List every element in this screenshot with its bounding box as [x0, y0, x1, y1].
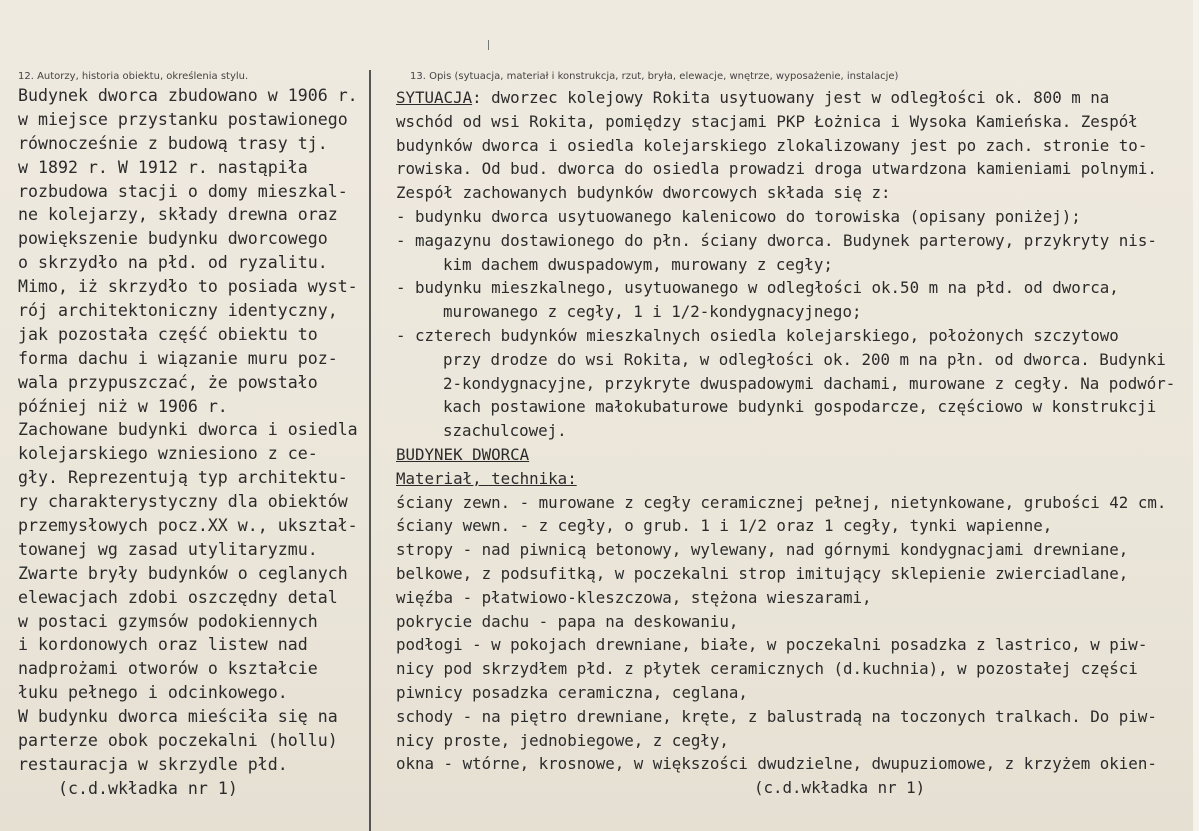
text-line: w postaci gzymsów podokiennych — [18, 611, 318, 631]
text-line: murowanego z cegły, 1 i 1/2-kondygnacyjnego; — [443, 302, 862, 322]
text-line: ściany wewn. - z cegły, o grub. 1 i 1/2 oraz 1 cegły, tynki wapienne, — [396, 516, 1053, 536]
text-line: stropy - nad piwnicą betonowy, wylewany, nad górnymi kondygnacjami drewniane, — [396, 540, 1129, 560]
text-line: - czterech budynków mieszkalnych osiedla kolejarskiego, położonych szczytowo — [396, 325, 1119, 345]
text-line: ściany zewn. - murowane z cegły ceramicznej pełnej, nietynkowane, grubości 42 cm. — [396, 492, 1167, 512]
text-line: pokrycie dachu - papa na deskowaniu, — [396, 611, 739, 631]
left-column-text — [18, 84, 363, 777]
residential-building-item — [396, 276, 1186, 300]
text-line: o skrzydło na płd. od ryzalitu. — [18, 253, 328, 273]
text-line: W budynku dworca mieściła się na — [18, 707, 338, 727]
settlement-buildings-continuation — [396, 348, 1186, 443]
left-continuation-note: (c.d.wkładka nr 1) — [58, 778, 238, 798]
text-line: parterze obok poczekalni (hollu) — [18, 731, 338, 751]
text-line: 2-kondygnacyjne, przykryte dwuspadowymi dachami, murowane z cegły. Na podwór- — [443, 373, 1176, 393]
text-line: jak pozostała część obiektu to — [18, 324, 318, 344]
warehouse-continuation — [396, 253, 1186, 277]
text-line: - budynku mieszkalnego, usytuowanego w odległości ok.50 m na płd. od dworca, — [396, 278, 1119, 298]
text-line: nicy pod skrzydłem płd. z płytek ceramicznych (d.kuchnia), w pozostałej części — [396, 659, 1138, 679]
text-line: restauracja w skrzydle płd. — [18, 754, 288, 774]
text-line: Zachowane budynki dworca i osiedla — [18, 420, 358, 440]
text-line: Zespół zachowanych budynków dworcowych składa się z: — [396, 183, 891, 203]
left-column — [18, 84, 363, 801]
text-line: w 1892 r. W 1912 r. nastąpiła — [18, 157, 308, 177]
text-line: szachulcowej. — [443, 421, 567, 441]
text-line: rój architektoniczny identyczny, — [18, 301, 338, 321]
text-line: przy drodze do wsi Rokita, w odległości ok. 200 m na płn. od dworca. Budynki — [443, 349, 1166, 369]
text-line: elewacjach zdobi oszczędny detal — [18, 587, 338, 607]
text-line: Mimo, iż skrzydło to posiada wyst- — [18, 277, 358, 297]
center-tick-mark — [488, 40, 489, 50]
page-edge — [1193, 0, 1199, 831]
material-list — [396, 491, 1186, 777]
text-line: belkowe, z podsufitką, w poczekalni strop imitujący sklepienie zwierciadlane, — [396, 563, 1129, 583]
text-line: powiększenie budynku dworcowego — [18, 229, 328, 249]
material-heading: Materiał, technika: — [396, 468, 577, 488]
text-line: kach postawione małokubaturowe budynki gospodarcze, częściowo w konstrukcji — [443, 397, 1157, 417]
text-line: towanej wg zasad utylitaryzmu. — [18, 539, 318, 559]
text-line: Zwarte bryły budynków o ceglanych — [18, 563, 348, 583]
text-line: schody - na piętro drewniane, kręte, z balustradą na toczonych tralkach. Do piw- — [396, 706, 1157, 726]
right-column — [396, 86, 1186, 800]
text-line: okna - wtórne, krosnowe, w większości dwudzielne, dwupuziomowe, z krzyżem okien- — [396, 754, 1157, 774]
right-column-header: 13. Opis (sytuacja, materiał i konstrukcja, rzut, bryła, elewacje, wnętrze, wyposażenie, instalacje) — [410, 71, 899, 82]
text-line: w miejsce przystanku postawionego — [18, 109, 348, 129]
situation-label: SYTUACJA — [396, 88, 473, 107]
text-line: budynków dworca i osiedla kolejarskiego zlokalizowany jest po zach. stronie to- — [396, 135, 1148, 155]
text-line: piwnicy posadzka ceramiczna, ceglana, — [396, 682, 748, 702]
text-line: rowiska. Od bud. dworca do osiedla prowadzi droga utwardzona kamieniami polnymi. — [396, 159, 1157, 179]
text-line: forma dachu i wiązanie muru poz- — [18, 348, 338, 368]
settlement-buildings-item — [396, 324, 1186, 348]
text-line: - budynku dworca usytuowanego kalenicowo do torowiska (opisany poniżej); — [396, 206, 1081, 226]
situation-paragraph — [396, 110, 1186, 253]
text-line: i kordonowych oraz listew nad — [18, 635, 308, 655]
text-line: kolejarskiego wzniesiono z ce- — [18, 444, 318, 464]
text-line: przemysłowych pocz.XX w., ukształ- — [18, 516, 358, 536]
residential-building-continuation — [396, 300, 1186, 324]
text-line: nicy proste, jednobiegowe, z cegły, — [396, 730, 729, 750]
right-continuation-note: (c.d.wkładka nr 1) — [754, 778, 926, 798]
text-line: kim dachem dwuspadowym, murowany z cegły; — [443, 254, 833, 274]
text-line: wschód od wsi Rokita, pomiędzy stacjami PKP Łożnica i Wysoka Kamieńska. Zespół — [396, 111, 1138, 131]
left-column-header: 12. Autorzy, historia obiektu, określenia stylu. — [18, 71, 249, 82]
text-line: nadprożami otworów o kształcie — [18, 659, 318, 679]
column-divider — [369, 70, 371, 831]
text-line: podłogi - w pokojach drewniane, białe, w poczekalni posadzka z lastrico, w piw- — [396, 635, 1148, 655]
text-line: Budynek dworca zbudowano w 1906 r. — [18, 86, 358, 105]
text-line: równocześnie z budową trasy tj. — [18, 133, 328, 153]
text-line: później niż w 1906 r. — [18, 396, 228, 416]
situation-line — [396, 86, 1186, 110]
text-line: ne kolejarzy, składy drewna oraz — [18, 205, 338, 225]
text-line: ry charakterystyczny dla obiektów — [18, 492, 348, 512]
building-heading: BUDYNEK DWORCA — [396, 444, 530, 464]
text-line: wala przypuszczać, że powstało — [18, 372, 318, 392]
text-line: gły. Reprezentują typ architektu- — [18, 468, 348, 488]
situation-text: : dworzec kolejowy Rokita usytuowany jest w odległości ok. 800 m na — [472, 88, 1110, 107]
text-line: łuku pełnego i odcinkowego. — [18, 683, 288, 703]
text-line: rozbudowa stacji o domy mieszkal- — [18, 181, 348, 201]
text-line: więźba - płatwiowo-kleszczowa, stężona wieszarami, — [396, 587, 872, 607]
text-line: - magazynu dostawionego do płn. ściany dworca. Budynek parterowy, przykryty nis- — [396, 230, 1157, 250]
